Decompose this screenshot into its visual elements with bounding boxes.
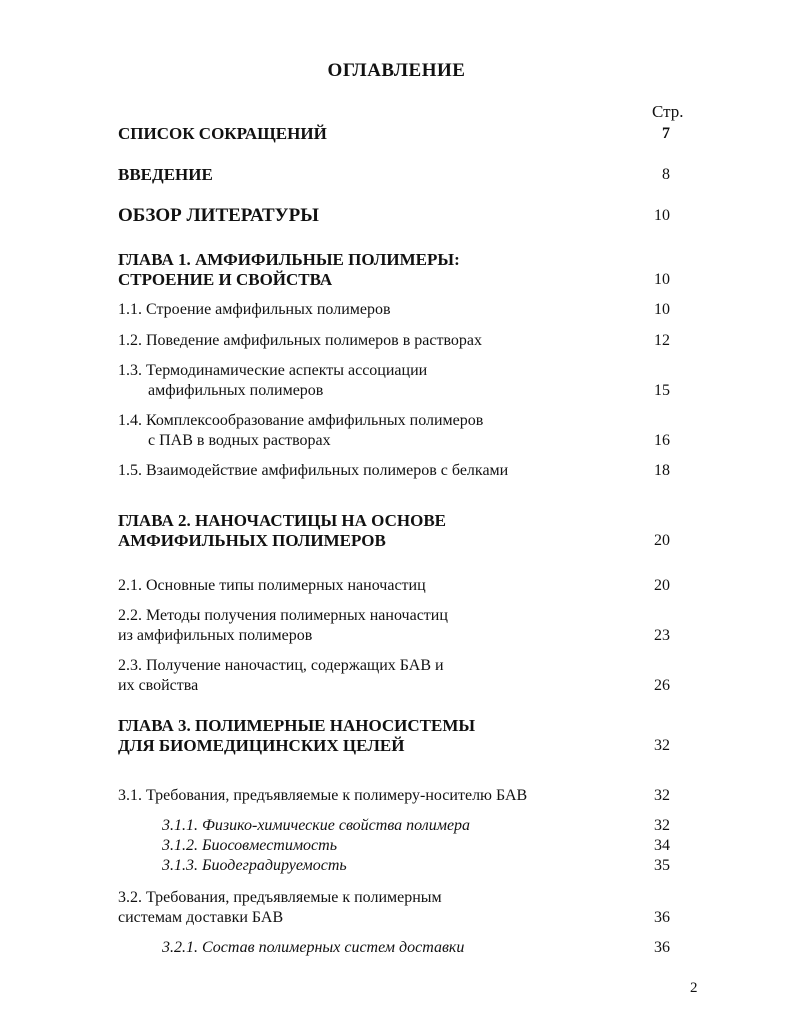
toc-entry: [118, 331, 678, 351]
toc-entry-page: 20: [654, 532, 670, 549]
toc-entry: [118, 576, 678, 596]
toc-entry: [118, 461, 678, 481]
toc-entry: [118, 656, 678, 696]
toc-entry-page: 32: [654, 787, 670, 804]
toc-entry-title: ГЛАВА 3. ПОЛИМЕРНЫЕ НАНОСИСТЕМЫ ДЛЯ БИОМЕДИЦИНСКИХ ЦЕЛЕЙ: [118, 716, 476, 755]
toc-entry: [118, 165, 678, 185]
toc-entry-title: ГЛАВА 1. АМФИФИЛЬНЫЕ ПОЛИМЕРЫ: СТРОЕНИЕ И СВОЙСТВА: [118, 250, 460, 289]
toc-entry-title: ВВЕДЕНИЕ: [118, 165, 213, 184]
toc-entry: [118, 511, 678, 551]
toc-entry: [118, 124, 678, 144]
toc-entry-title: 3.1.1. Физико-химические свойства полимера: [162, 817, 471, 834]
page-title: ОГЛАВЛЕНИЕ: [327, 60, 466, 81]
toc-entry: [118, 786, 678, 806]
toc-entry-page: 23: [654, 627, 670, 644]
toc-entry-page: 35: [654, 857, 670, 874]
toc-entry-page: 36: [654, 909, 670, 926]
toc-entry-page: 16: [654, 432, 670, 449]
toc-entry-page: 32: [654, 817, 670, 834]
toc-entry-title: 1.3. Термодинамические аспекты ассоциации амфифильных полимеров: [118, 362, 428, 399]
toc-entry-page: 36: [654, 939, 670, 956]
toc-entry-page: 20: [654, 577, 670, 594]
toc-entry-title: 3.1.3. Биодеградируемость: [162, 857, 347, 874]
toc-entry-page: 7: [662, 125, 670, 142]
toc-entry: [162, 938, 678, 958]
toc-entry: [118, 250, 678, 290]
toc-entry-title: 1.2. Поведение амфифильных полимеров в растворах: [118, 332, 483, 349]
toc-entry-page: 12: [654, 332, 670, 349]
toc-entry-title: ОБЗОР ЛИТЕРАТУРЫ: [118, 205, 319, 226]
page-number: 2: [690, 980, 698, 996]
toc-entry-title: 3.2.1. Состав полимерных систем доставки: [162, 939, 465, 956]
toc-entry: [118, 361, 678, 401]
toc-entry: [118, 206, 678, 226]
toc-entry-title: СПИСОК СОКРАЩЕНИЙ: [118, 124, 327, 143]
toc-entry: [162, 816, 678, 836]
toc-entry-title: 2.1. Основные типы полимерных наночастиц: [118, 577, 426, 594]
toc-entry: [118, 606, 678, 646]
toc-entry: [118, 888, 678, 928]
toc-entry-title: 2.2. Методы получения полимерных наночастиц из амфифильных полимеров: [118, 607, 448, 644]
toc-entry-page: 26: [654, 677, 670, 694]
toc-entry-title: 1.1. Строение амфифильных полимеров: [118, 301, 391, 318]
toc-entry-page: 32: [654, 737, 670, 754]
toc-entry-title: 1.5. Взаимодействие амфифильных полимеров с белками: [118, 462, 509, 479]
toc-entry-title: 1.4. Комплексообразование амфифильных полимеров с ПАВ в водных растворах: [118, 412, 484, 449]
toc-entry: [118, 411, 678, 451]
toc-entry-title: 3.2. Требования, предъявляемые к полимерным системам доставки БАВ: [118, 889, 442, 926]
toc-entry-title: ГЛАВА 2. НАНОЧАСТИЦЫ НА ОСНОВЕ АМФИФИЛЬНЫХ ПОЛИМЕРОВ: [118, 511, 447, 550]
toc-entry-page: 34: [654, 837, 670, 854]
toc-entry-title: 3.1.2. Биосовместимость: [162, 837, 337, 854]
toc-entry: [162, 836, 678, 856]
toc-entry-page: 10: [654, 301, 670, 318]
toc-entry-title: 3.1. Требования, предъявляемые к полимеру-носителю БАВ: [118, 787, 528, 804]
toc-entry-page: 10: [654, 207, 670, 224]
toc-entry: [118, 716, 678, 756]
toc-entry-page: 18: [654, 462, 670, 479]
page-column-header: Стр.: [652, 102, 684, 121]
toc-entry: [162, 856, 678, 876]
toc-entry-page: 10: [654, 271, 670, 288]
toc-entry-title: 2.3. Получение наночастиц, содержащих БАВ и их свойства: [118, 657, 444, 694]
toc-entry: [118, 300, 678, 320]
toc-entry-page: 15: [654, 382, 670, 399]
toc-entry-page: 8: [662, 166, 670, 183]
